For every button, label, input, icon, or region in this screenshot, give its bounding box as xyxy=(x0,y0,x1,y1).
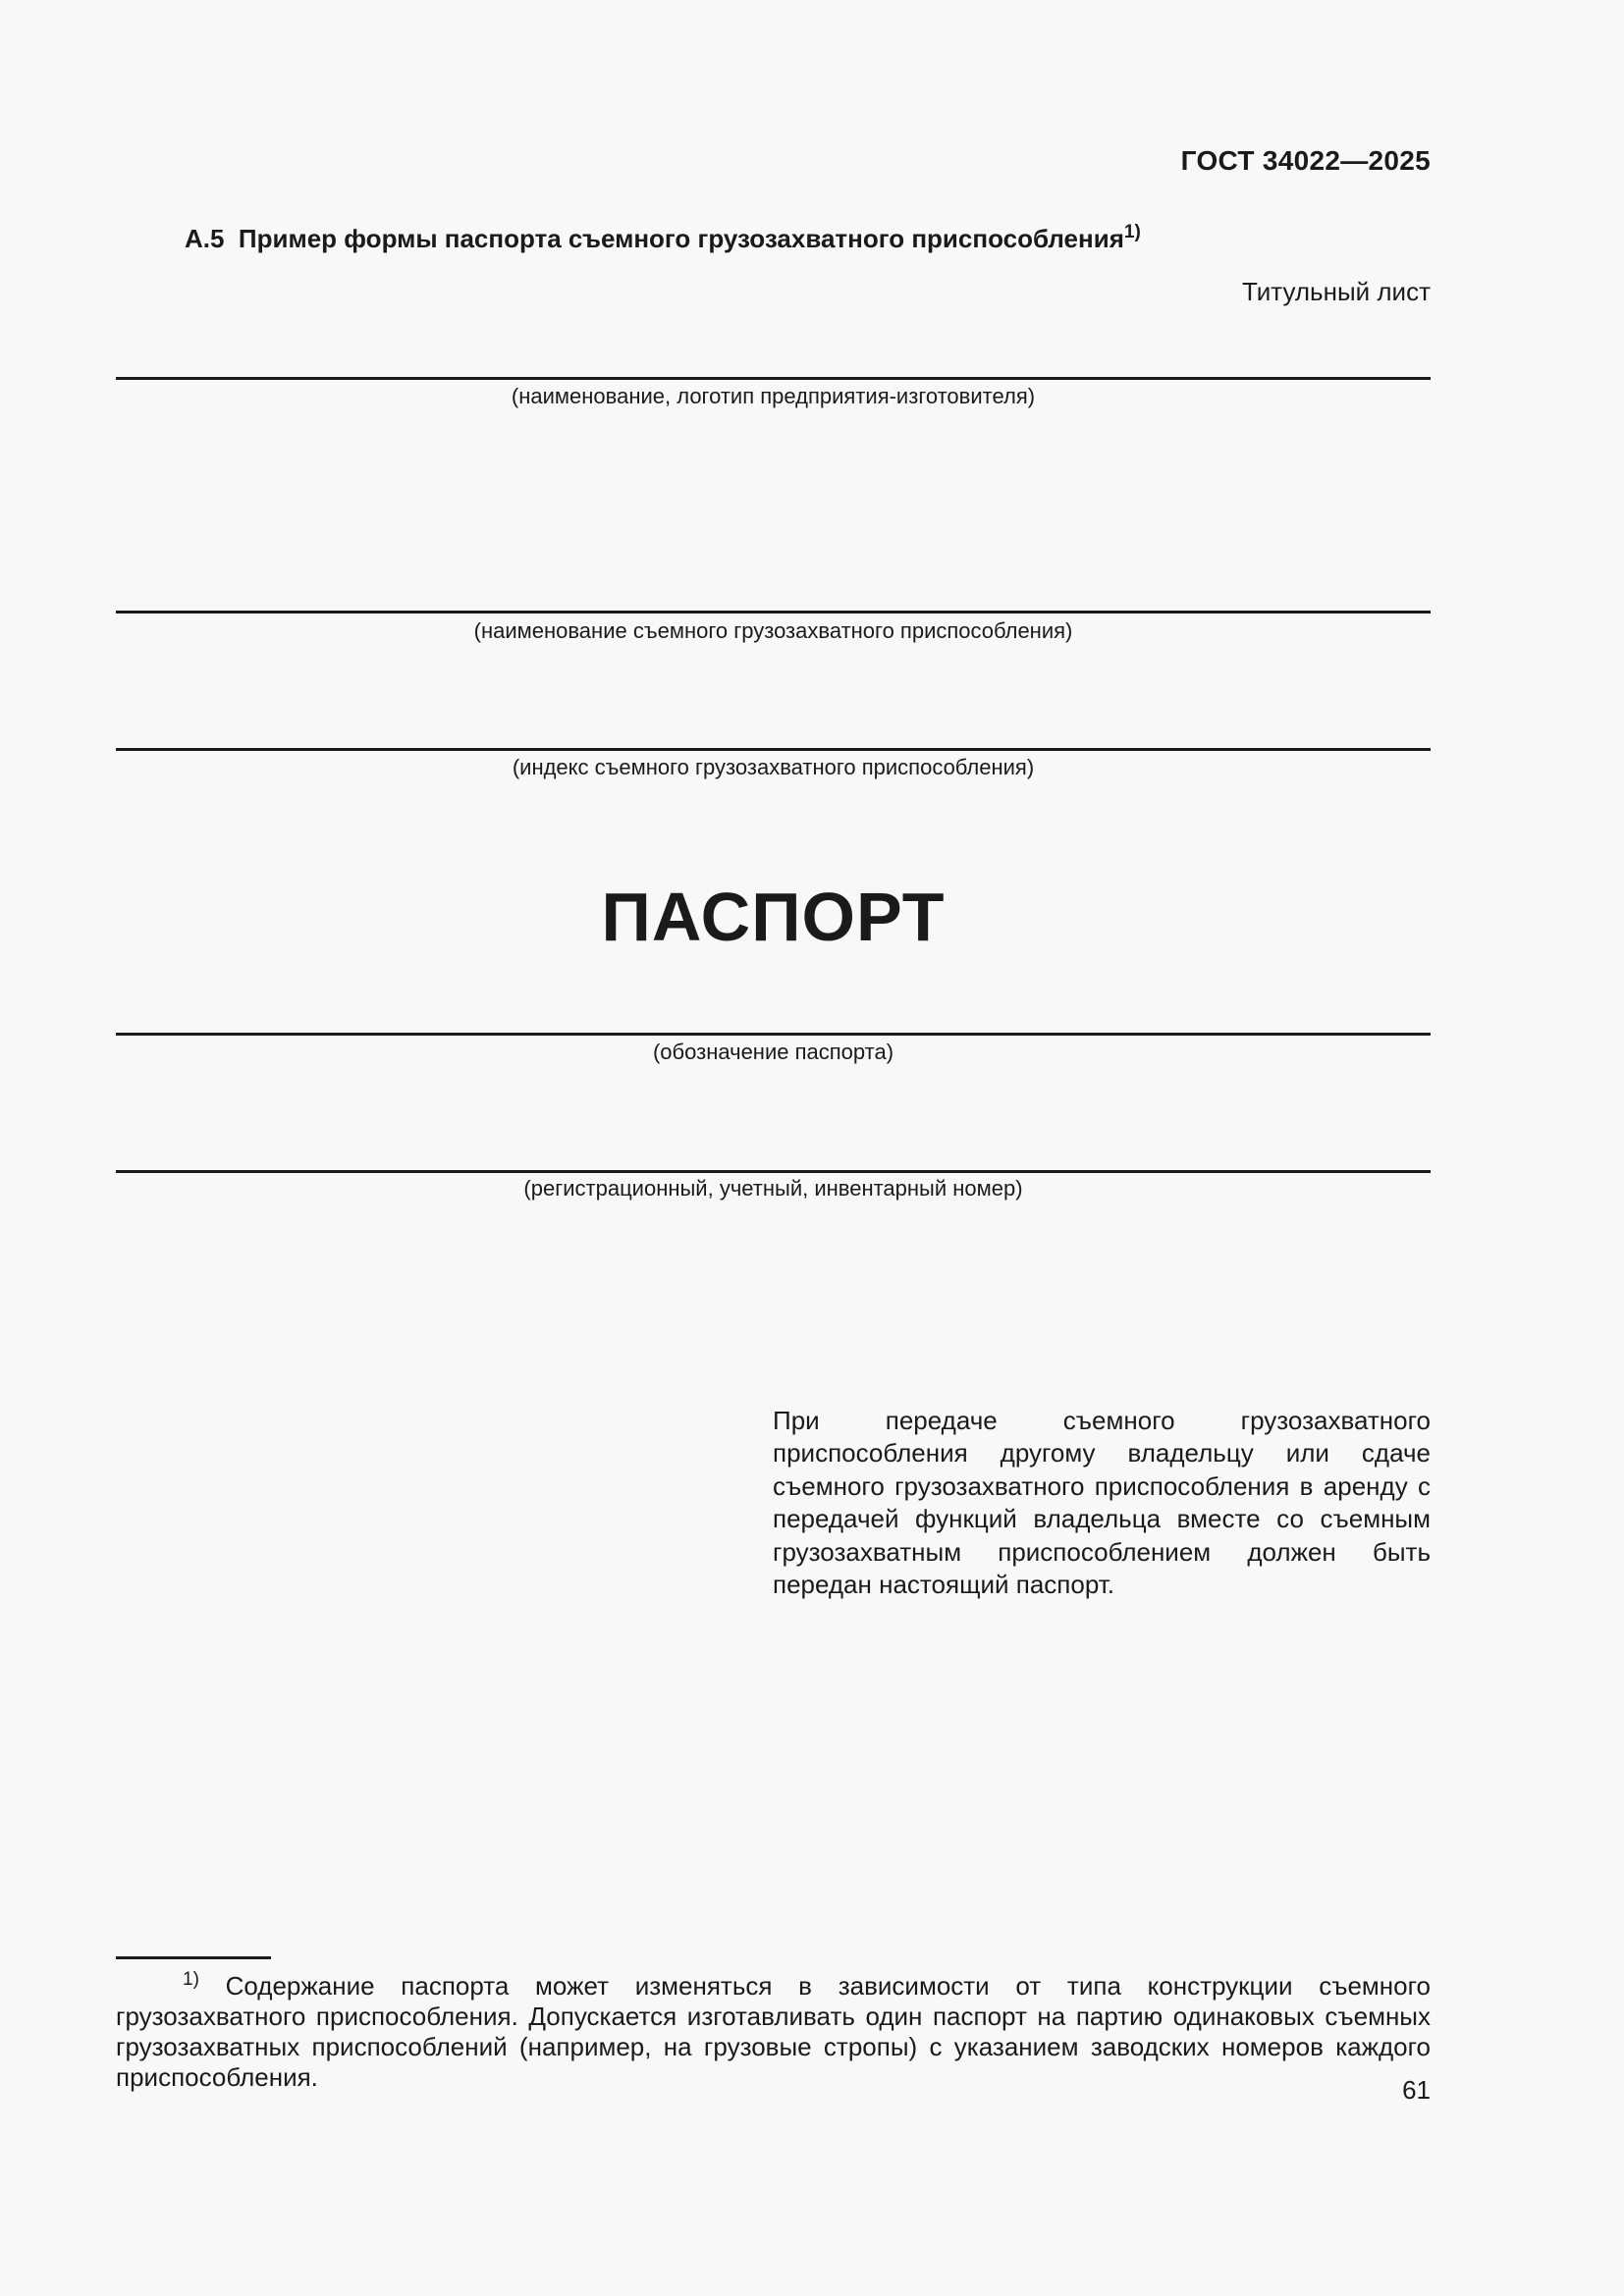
field-line-registration-number xyxy=(116,1170,1431,1173)
page-number: 61 xyxy=(1402,2075,1431,2105)
field-caption-device-name: (наименование съемного грузозахватного приспособления) xyxy=(473,618,1073,643)
field-line-device-index xyxy=(116,748,1431,751)
section-heading xyxy=(185,224,1141,254)
footnote xyxy=(116,1971,1431,2093)
standard-designation: ГОСТ 34022—2025 xyxy=(1180,145,1431,176)
field-line-passport-designation xyxy=(116,1033,1431,1036)
field-line-manufacturer xyxy=(116,377,1431,380)
field-caption-passport-designation: (обозначение паспорта) xyxy=(652,1040,894,1064)
field-caption-device-index: (индекс съемного грузозахватного приспособления) xyxy=(512,755,1035,779)
footnote-separator xyxy=(116,1956,271,1959)
section-title: Пример формы паспорта съемного грузозахватного приспособления xyxy=(238,224,1124,253)
title-page-label: Титульный лист xyxy=(1241,277,1431,306)
document-title: ПАСПОРТ xyxy=(601,879,946,955)
field-caption-registration-number: (регистрационный, учетный, инвентарный номер) xyxy=(523,1176,1023,1201)
field-caption-manufacturer: (наименование, логотип предприятия-изготовителя) xyxy=(511,384,1036,408)
section-number: А.5 xyxy=(185,224,225,253)
field-line-device-name xyxy=(116,611,1431,614)
transfer-notice: При передаче съемного грузозахватного приспособления другому владельцу или сдаче съемного грузозахватного приспособления в аренду с передачей функций владельца вместе со съемным грузозахватным приспособлением должен быть передан настоящий паспорт. xyxy=(773,1406,1431,1600)
footnote-text: Содержание паспорта может изменяться в зависимости от типа конструкции съемного грузозахватного приспособления. Допускается изготавливать один паспорт на партию одинаковых съемных грузозахватных приспособлений (например, на грузовые стропы) с указанием заводских номеров каждого приспособления. xyxy=(116,1971,1431,2092)
footnote-mark: 1) xyxy=(183,1969,199,1990)
footnote-reference: 1) xyxy=(1123,222,1141,242)
